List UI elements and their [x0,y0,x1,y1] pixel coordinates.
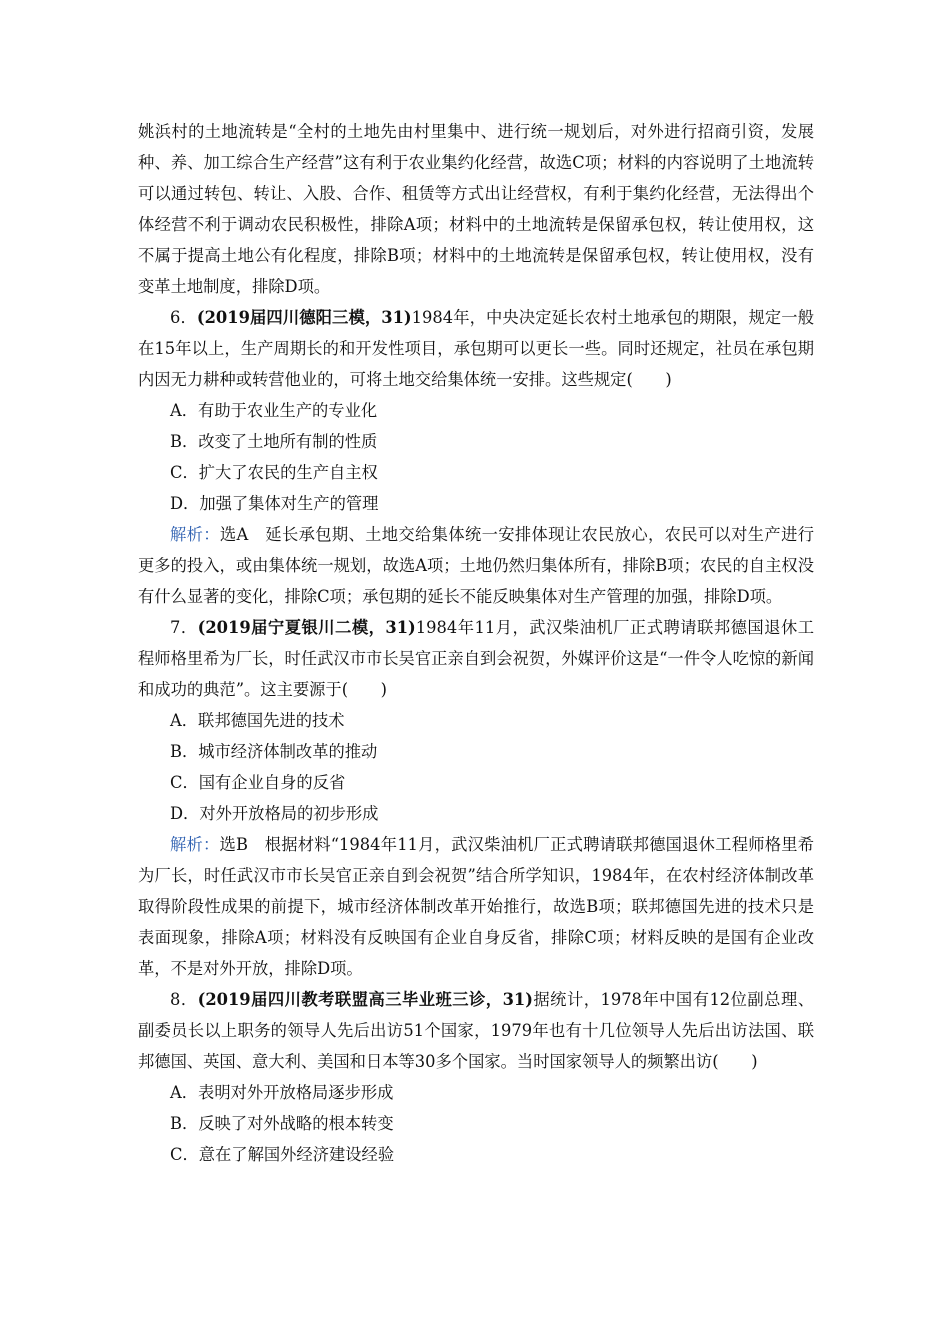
question-source: (2019届宁夏银川二模，31) [197,618,416,637]
analysis-label: 解析： [170,525,220,544]
intro-continuation: 姚浜村的土地流转是“全村的土地先由村里集中、进行统一规划后，对外进行招商引资，发展种、养、加工综合生产经营”这有利于农业集约化经营，故选C项；材料的内容说明了土地流转可以通过转包、转让、入股、合作、租赁等方式出让经营权，有利于集约化经营，无法得出个体经营不利于调动农民积极性，排除A项；材料中的土地流转是保留承包权，转让使用权，这不属于提高土地公有化程度，排除B项；材料中的土地流转是保留承包权，转让使用权，没有变革土地制度，排除D项。 [138,122,814,296]
question-number: 7． [170,618,198,637]
option-c: C．扩大了农民的生产自主权 [170,463,378,482]
option-d: D．对外开放格局的初步形成 [170,804,379,823]
option-c: C．意在了解国外经济建设经验 [170,1145,395,1164]
question-number: 6． [170,308,197,327]
question-source: (2019届四川德阳三模，31) [196,308,412,327]
question-7-analysis [138,829,814,984]
question-text: 1984年，中央决定延长农村土地承包的期限，规定一般在15年以上，生产周期长的和开发性项目，承包期可以更长一些。同时还规定，社员在承包期内因无力耕种或转营他业的，可将土地交给集体统一安排。这些规定( ) [138,308,814,389]
question-8-stem [138,984,814,1077]
option-b: B．改变了土地所有制的性质 [170,432,378,451]
question-6 [138,302,814,612]
analysis-label: 解析： [170,835,220,854]
option-c: C．国有企业自身的反省 [170,773,346,792]
option-a: A．表明对外开放格局逐步形成 [170,1083,394,1102]
option-b: B．城市经济体制改革的推动 [170,742,378,761]
question-text: 据统计，1978年中国有12位副总理、副委员长以上职务的领导人先后出访51个国家，1979年也有十几位领导人先后出访法国、联邦德国、英国、意大利、美国和日本等30多个国家。当时国家领导人的频繁出访( ) [138,990,815,1071]
question-6-stem [138,302,814,395]
analysis-text: 选B 根据材料“1984年11月，武汉柴油机厂正式聘请联邦德国退休工程师格里希为厂长，时任武汉市市长吴官正亲自到会祝贺”结合所学知识，1984年，在农村经济体制改革取得阶段性成果的前提下，城市经济体制改革开始推行，故选B项；联邦德国先进的技术只是表面现象，排除A项；材料没有反映国有企业自身反省，排除C项；材料反映的是国有企业改革，不是对外开放，排除D项。 [138,835,814,978]
question-7 [138,612,814,984]
question-text: 1984年11月，武汉柴油机厂正式聘请联邦德国退休工程师格里希为厂长，时任武汉市市长吴官正亲自到会祝贺，外媒评价这是“一件令人吃惊的新闻和成功的典范”。这主要源于( ) [138,618,815,699]
question-source: (2019届四川教考联盟高三毕业班三诊，31) [197,990,533,1009]
question-8 [138,984,814,1170]
option-d: D．加强了集体对生产的管理 [170,494,379,513]
document-page [138,116,814,1170]
question-7-stem [138,612,814,705]
question-number: 8． [170,990,198,1009]
option-b: B．反映了对外战略的根本转变 [170,1114,394,1133]
option-a: A．有助于农业生产的专业化 [170,401,378,420]
question-6-analysis [138,519,814,612]
option-a: A．联邦德国先进的技术 [170,711,345,730]
analysis-text: 选A 延长承包期、土地交给集体统一安排体现让农民放心，农民可以对生产进行更多的投入，或由集体统一规划，故选A项；土地仍然归集体所有，排除B项；农民的自主权没有什么显著的变化，排除C项；承包期的延长不能反映集体对生产管理的加强，排除D项。 [138,525,814,606]
